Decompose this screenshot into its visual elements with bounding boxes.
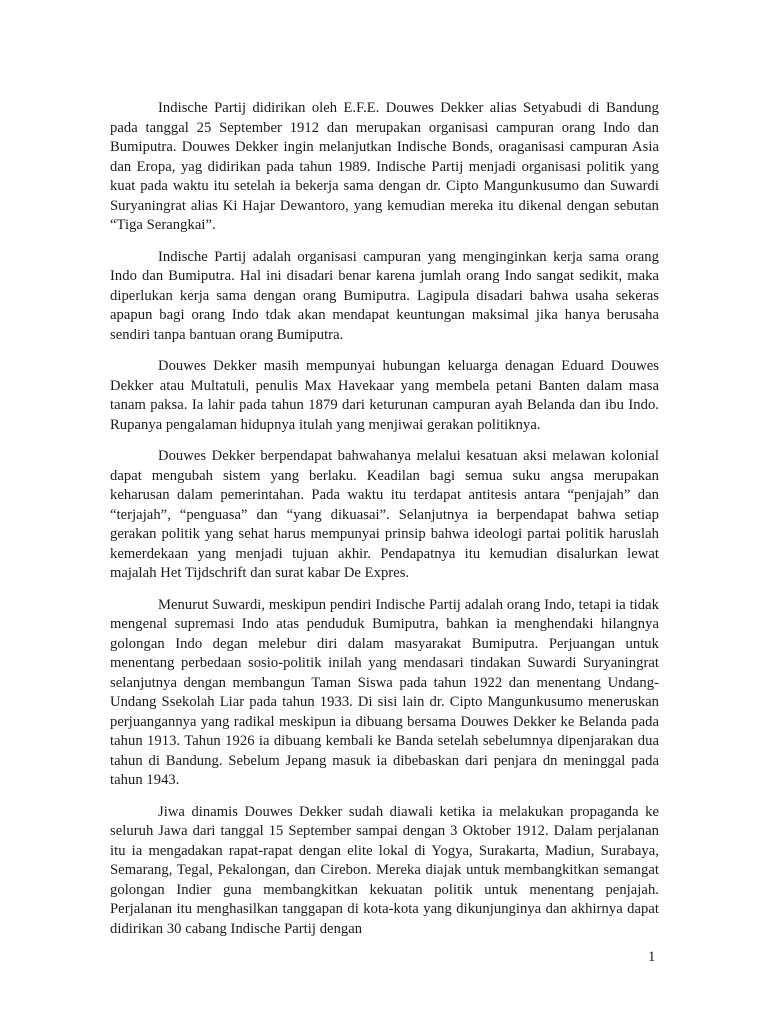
page-number: 1 — [648, 949, 656, 965]
paragraph-5: Menurut Suwardi, meskipun pendiri Indische Partij adalah orang Indo, tetapi ia tidak mengenal supremasi Indo atas penduduk Bumiputra, bahkan ia menghendaki hilangnya golongan Indo degan melebur diri dalam masyarakat Bumiputra. Perjuangan untuk menentang perbedaan sosio-politik inilah yang mendasari tindakan Suwardi Suryaningrat selanjutnya dengan membangun Taman Siswa pada tahun 1922 dan menentang Undang-Undang Ssekolah Liar pada tahun 1933. Di sisi lain dr. Cipto Mangunkusumo meneruskan perjuangannya yang radikal meskipun ia dibuang bersama Douwes Dekker ke Belanda pada tahun 1913. Tahun 1926 ia dibuang kembali ke Banda setelah sebelumnya dipenjarakan dua tahun di Bandung. Sebelum Jepang masuk ia dibebaskan dari penjara dn meninggal pada tahun 1943. — [110, 596, 659, 788]
paragraph-4: Douwes Dekker berpendapat bahwahanya melalui kesatuan aksi melawan kolonial dapat mengubah sistem yang berlaku. Keadilan bagi semua suku angsa merupakan keharusan dalam pemerintahan. Pada waktu itu terdapat antitesis antara “penjajah” dan “terjajah”, “penguasa” dan “yang dikuasai”. Selanjutnya ia berpendapat bahwa setiap gerakan politik yang sehat harus mempunyai prinsip bahwa ideologi partai politik haruslah kemerdekaan yang menjadi tujuan akhir. Pendapatnya itu kemudian disalurkan lewat majalah Het Tijdschrift dan surat kabar De Expres. — [110, 448, 659, 581]
paragraph-1: Indische Partij didirikan oleh E.F.E. Douwes Dekker alias Setyabudi di Bandung pada tanggal 25 September 1912 dan merupakan organisasi campuran orang Indo dan Bumiputra. Douwes Dekker ingin melanjutkan Indische Bonds, oraganisasi campuran Asia dan Eropa, yag didirikan pada tahun 1989. Indische Partij menjadi organisasi politik yang kuat pada waktu itu setelah ia bekerja sama dengan dr. Cipto Mangunkusumo dan Suwardi Suryaningrat alias Ki Hajar Dewantoro, yang kemudian mereka itu dikenal dengan sebutan “Tiga Serangkai”. — [110, 100, 659, 233]
paragraph-6: Jiwa dinamis Douwes Dekker sudah diawali ketika ia melakukan propaganda ke seluruh Jawa dari tanggal 15 September sampai dengan 3 Oktober 1912. Dalam perjalanan itu ia mengadakan rapat-rapat dengan elite lokal di Yogya, Surakarta, Madiun, Surabaya, Semarang, Tegal, Pekalongan, dan Cirebon. Mereka diajak untuk membangkitkan semangat golongan Indier guna membangkitkan kekuatan politik untuk menentang penjajah. Perjalanan itu menghasilkan tanggapan di kota-kota yang dikunjunginya dan akhirnya dapat didirikan 30 cabang Indische Partij dengan — [110, 803, 659, 937]
paragraph-2: Indische Partij adalah organisasi campuran yang menginginkan kerja sama orang Indo dan Bumiputra. Hal ini disadari benar karena jumlah orang Indo sangat sedikit, maka diperlukan kerja sama dengan orang Bumiputra. Lagipula disadari bahwa usaha sekeras apapun bagi orang Indo tdak akan mendapat keuntungan maksimal jika hanya berusaha sendiri tanpa bantuan orang Bumiputra. — [110, 248, 659, 343]
paragraph-3: Douwes Dekker masih mempunyai hubungan keluarga denagan Eduard Douwes Dekker atau Multatuli, penulis Max Havekaar yang membela petani Banten dalam masa tanam paksa. Ia lahir pada tahun 1879 dari keturunan campuran ayah Belanda dan ibu Indo. Rupanya pengalaman hidupnya itulah yang menjiwai gerakan politiknya. — [110, 358, 659, 433]
document-body — [110, 99, 659, 951]
